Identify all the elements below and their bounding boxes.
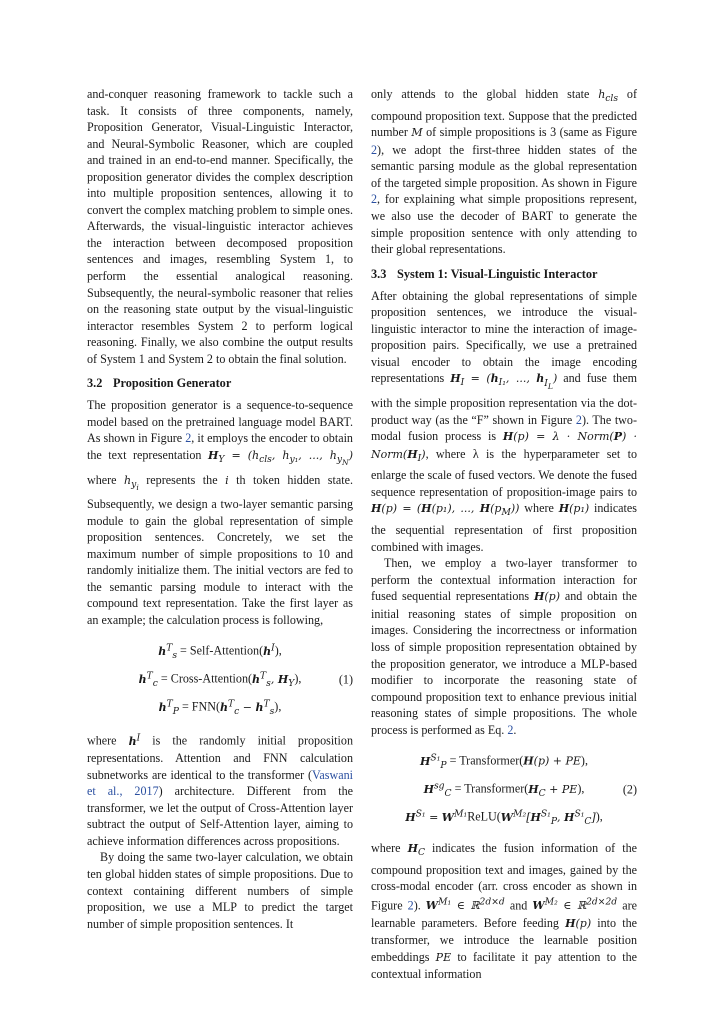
paragraph: The proposition generator is a sequence-to-sequence model based on the pretrained language model BART. As shown in Figure 2, it employs the encoder to obtain the text representation $H_Y = (h_{cls}$, $h_{y_1}$, ..., $h_{y_N}$) where $h_{y_i}$ represents the i th token hidden state. Subsequently, we design a two-layer semantic parsing module to gain the global representation of simple proposition sentences. Concretely, we set the maximum number of simple propositions to 10 and randomly initialize them. The initial vectors are fed to the semantic parsing module to interact with the compound text representation. Take the first layer as an example; the calculation process is following,	[87, 398, 354, 627]
section-heading	[87, 375, 353, 391]
section-number: 3.2	[87, 376, 103, 391]
equation-link[interactable]: 2	[507, 722, 514, 737]
paragraph: where $H_C$ indicates the fusion information of the compound proposition text and images, gained by the cross-modal encoder (arr. cross encoder as shown in Figure 2). $W^{M_1}$ ∈ ℝ$^{2d\times d}$ and $W^{M_2}$ ∈ ℝ$^{2d\times 2d}$ are learnable parameters. Before feeding H(p) into the transformer, we introduce the learnable position embeddings PE to facilitate it pay attention to the contextual information	[371, 840, 637, 982]
right-column	[371, 86, 637, 983]
figure-link[interactable]: 2	[407, 898, 414, 913]
paragraph: and-conquer reasoning framework to tackle such a task. It consists of three components, namely, Proposition Generator, Visual-Linguistic Interactor, and Neural-Symbolic Reasoner, which are coupled and trained in an end-to-end manner. Specifically, the proposition generator divides the complex description into multiple proposition sentences, allowing it to convert the complex matching problem to simple ones. Afterwards, the visual-linguistic interactor achieves the interaction between decomposed proposition sentences and images, resembling System 1, to perform the essential analogical reasoning. Subsequently, the neural-symbolic reasoner that relies on the reasoning state output by the visual-linguistic interactor resembles System 2 to perform logical reasoning. Finally, we also combine the output results of System 1 and System 2 to obtain the final solution.	[87, 87, 353, 366]
paragraph: By doing the same two-layer calculation, we obtain ten global hidden states of simple propositions. Due to context containing different numbers of simple proposition, we use a MLP to predict the target number of simple proposition sentences. It	[87, 850, 353, 931]
section-title: System 1: Visual-Linguistic Interactor	[397, 266, 598, 281]
citation-link[interactable]: Vaswani et al., 2017	[87, 767, 353, 799]
section-heading	[371, 266, 637, 282]
paragraph: Then, we employ a two-layer transformer to perform the contextual information interaction for fused sequential representations H(p) and obtain the initial reasoning states of simple proposition on images. Considering the incorrectness or information loss of simple proposition representation obtained by the proposition generator, we introduce a MLP-based modifier to incorporate the reasoning state of compound proposition text to enhance previous initial reasoning states of simple propositions. The whole process is performed as Eq. 2.	[371, 556, 637, 737]
equation-number: (1)	[338, 672, 353, 687]
figure-link[interactable]: 2	[371, 142, 378, 157]
figure-link[interactable]: 2	[185, 431, 192, 446]
paragraph: only attends to the global hidden state $h_{cls}$ of compound proposition text. Suppose that the predicted number M of simple propositions is 3 (same as Figure 2), we adopt the first-three hidden states of the semantic parsing module as the global representation of the targeted simple proposition. As shown in Figure 2, for explaining what simple propositions represent, we also use the decoder of BART to generate the simple proposition sentence with only attending to their global representations.	[371, 87, 637, 257]
equation-number: (2)	[622, 782, 637, 797]
figure-link[interactable]: 2	[371, 192, 378, 207]
section-title: Proposition Generator	[113, 376, 232, 391]
section-number: 3.3	[371, 266, 387, 281]
figure-link[interactable]: 2	[575, 412, 582, 427]
paragraph: where $h^I$ is the randomly initial proposition representations. Attention and FNN calculation subnetworks are identical to the transformer (Vaswani et al., 2017) architecture. Different from the transformer, we let the output of Cross-Attention layer subtract the output of Self-Attention layer, aiming to achieve information differences across propositions.	[87, 731, 353, 848]
equation-2: $H^{S_1}_P$ = Transformer(H(p) + PE), $H^{sg}_C$ = $Transformer(H_C + PE)$, $H^{S_1}$ = $W^{M_1}ReLU(W^{M_2}[H^{S_1}_P$, $H^{S_1}_C$]), (2)	[405, 752, 637, 827]
paragraph: After obtaining the global representations of simple proposition sentences, we introduce the visual-linguistic interactor to mine the interaction of image-proposition pairs. Specifically, we use a pretrained visual encoder to obtain the image encoding representations $H_I = (h_{I_1}$, ..., $h_{I_L}$) and fuse them with the simple proposition representation via the dot-product way (as the “F” shown in Figure 2). The two-modal fusion process is H(p) = λ · Norm(P) · $Norm(H_I)$, where λ is the hyperparameter set to enlarge the scale of fused vectors. We denote the fused sequence representation of proposition-image pairs to H(p) = (H(p₁), ..., $H(p_M)$) where H(p₁) indicates the sequential representation of first proposition combined with images.	[371, 288, 637, 554]
equation-1: $h^T_s$ = Self-$Attention(h^I)$, $h^T_c$ = Cross-$Attention(h^T_s$, $H_Y$), $h^T_P = FNN(h^T_c - h^T_s)$, (1)	[138, 642, 353, 717]
left-column	[87, 86, 353, 932]
